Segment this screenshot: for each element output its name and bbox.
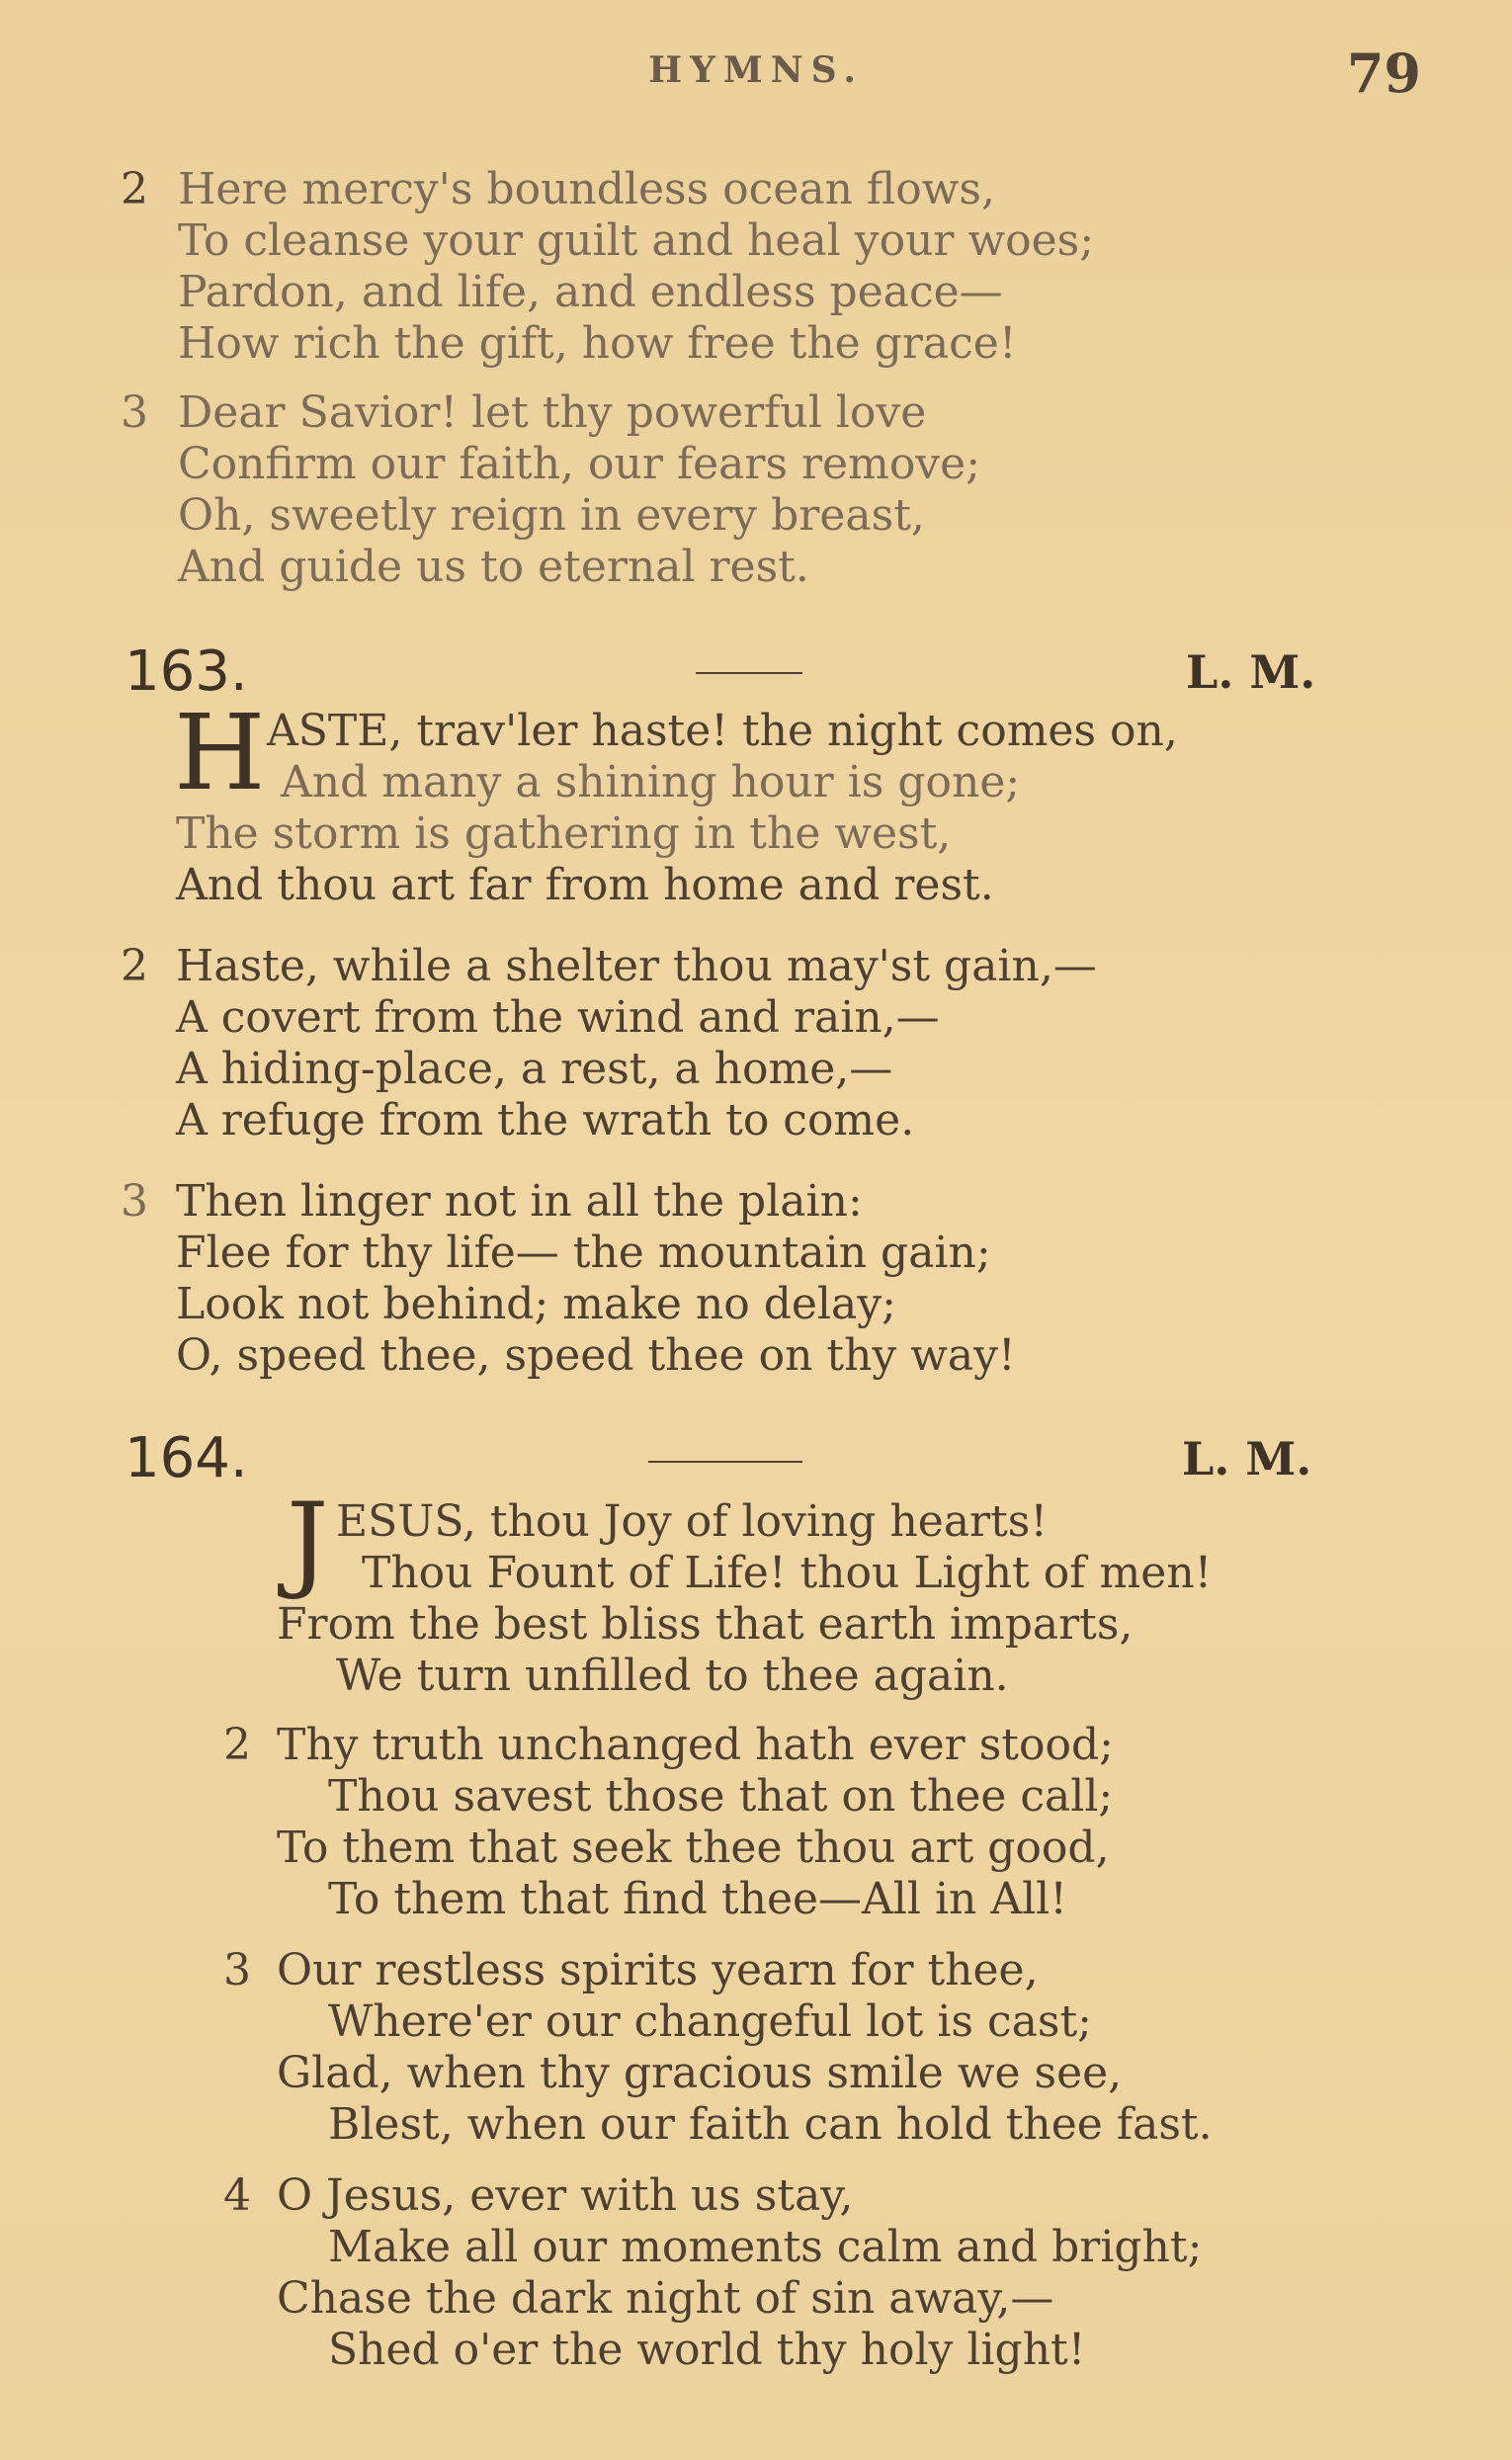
verse-line: Make all our moments calm and bright; xyxy=(328,2222,1203,2272)
verse-number: 3 xyxy=(121,1176,148,1227)
verse-line: A hiding-place, a rest, a home,— xyxy=(176,1044,893,1094)
verse-line: To them that seek thee thou art good, xyxy=(277,1823,1110,1873)
hymn-meter: L. M. xyxy=(1182,1432,1312,1485)
verse-line: Then linger not in all the plain: xyxy=(176,1176,863,1227)
verse-line: Look not behind; make no delay; xyxy=(176,1279,896,1329)
verse-line: O, speed thee, speed thee on thy way! xyxy=(176,1330,1016,1381)
verse-line: Confirm our faith, our fears remove; xyxy=(178,439,981,489)
verse-line: And thou art far from home and rest. xyxy=(176,860,994,910)
verse-line: Chase the dark night of sin away,— xyxy=(277,2273,1054,2324)
drop-cap: H xyxy=(174,692,266,813)
verse-line: Shed o'er the world thy holy light! xyxy=(328,2325,1086,2375)
verse-line: ASTE, trav'ler haste! the night comes on, xyxy=(267,706,1178,756)
verse-number: 3 xyxy=(121,387,148,438)
hymn-number: 164. xyxy=(125,1426,248,1490)
verse-line: Here mercy's boundless ocean flows, xyxy=(178,164,995,214)
verse-line: Where'er our changeful lot is cast; xyxy=(328,1996,1092,2047)
verse-line: The storm is gathering in the west, xyxy=(176,808,952,859)
verse-line: Oh, sweetly reign in every breast, xyxy=(178,490,925,541)
verse-line: Our restless spirits yearn for thee, xyxy=(277,1945,1039,1995)
verse-line: O Jesus, ever with us stay, xyxy=(277,2170,854,2221)
verse-line: Haste, while a shelter thou may'st gain,— xyxy=(176,941,1097,991)
verse-line: How rich the gift, how free the grace! xyxy=(178,318,1017,369)
hymn-meter: L. M. xyxy=(1186,645,1316,699)
verse-number: 2 xyxy=(121,941,148,991)
verse-line: Thy truth unchanged hath ever stood; xyxy=(277,1720,1114,1770)
verse-line: And guide us to eternal rest. xyxy=(178,542,809,592)
drop-cap: J xyxy=(287,1481,329,1602)
verse-line: Thou Fount of Life! thou Light of men! xyxy=(362,1548,1213,1598)
divider-rule xyxy=(648,1461,802,1463)
verse-number: 2 xyxy=(121,164,148,214)
verse-number: 2 xyxy=(223,1720,251,1770)
verse-line: And many a shining hour is gone; xyxy=(281,757,1021,807)
verse-line: Dear Savior! let thy powerful love xyxy=(178,387,927,438)
verse-line: Glad, when thy gracious smile we see, xyxy=(277,2048,1123,2098)
verse-line: Flee for thy life— the mountain gain; xyxy=(176,1228,991,1278)
verse-line: Pardon, and life, and endless peace— xyxy=(178,267,1003,317)
verse-line: A refuge from the wrath to come. xyxy=(176,1095,915,1145)
verse-line: From the best bliss that earth imparts, xyxy=(277,1599,1134,1650)
verse-line: Blest, when our faith can hold thee fast. xyxy=(328,2099,1213,2150)
hymn-number: 163. xyxy=(125,639,248,704)
verse-number: 4 xyxy=(223,2170,251,2221)
verse-line: We turn unfilled to thee again. xyxy=(336,1651,1009,1701)
verse-line: To them that find thee—All in All! xyxy=(328,1874,1067,1924)
verse-number: 3 xyxy=(223,1945,251,1995)
running-title: HYMNS. xyxy=(648,49,864,91)
verse-line: ESUS, thou Joy of loving hearts! xyxy=(336,1496,1049,1547)
verse-line: To cleanse your guilt and heal your woes; xyxy=(178,215,1095,266)
verse-line: A covert from the wind and rain,— xyxy=(176,992,940,1043)
page-number: 79 xyxy=(1346,42,1421,105)
verse-line: Thou savest those that on thee call; xyxy=(328,1771,1114,1822)
divider-rule xyxy=(696,672,802,674)
